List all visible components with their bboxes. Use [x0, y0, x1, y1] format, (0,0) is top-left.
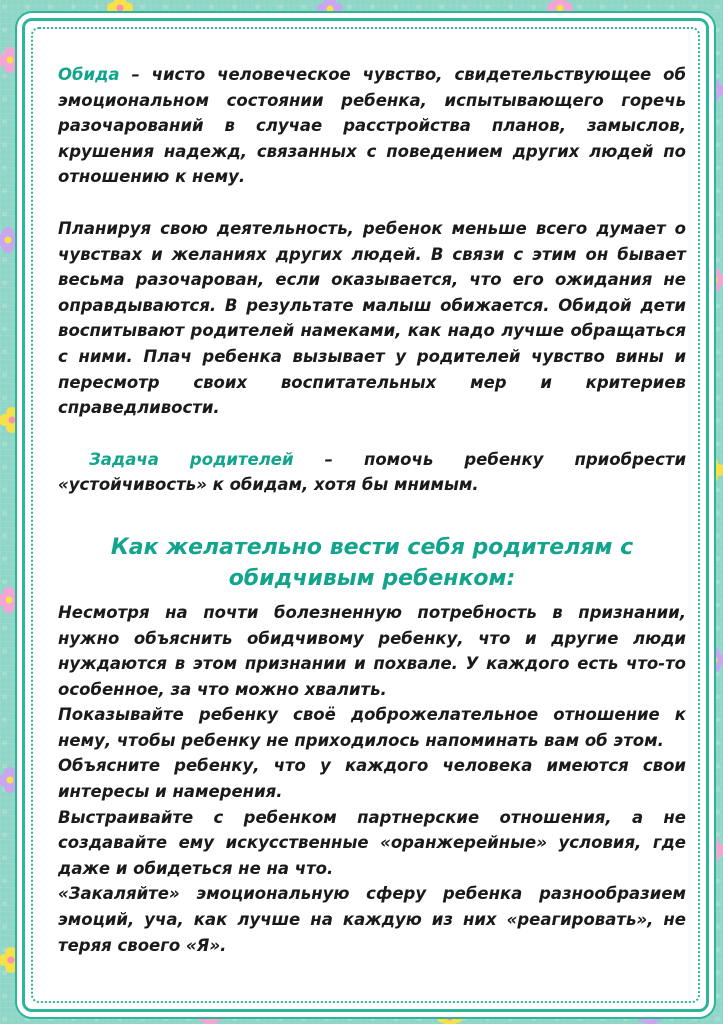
term-offense: Обида	[58, 65, 120, 84]
tip-item: Объясните ребенку, что у каждого человека имеются свои интересы и намерения.	[58, 756, 686, 802]
tip-item: «Закаляйте» эмоциональную сферу ребенка разнообразием эмоций, уча, как лучше на каждую из них «реагировать», не теряя своего «Я».	[58, 884, 686, 955]
tip-item: Выстраивайте с ребенком партнерские отношения, а не создавайте ему искусственные «оранжерейные» условия, где даже и обидеться не на что.	[58, 807, 686, 878]
tip-item: Несмотря на почти болезненную потребность в признании, нужно объяснить обидчивому ребенку, что и другие люди нуждаются в этом признании и похвале. У каждого есть что-то особенное, за что можно хвалить.	[58, 602, 686, 699]
explanation-paragraph: Планируя свою деятельность, ребенок меньше всего думает о чувствах и желаниях других людей. В связи с этим он бывает весьма разочарован, если оказывается, что его ожидания не оправдываются. В результате малыш обижается. Обидой дети воспитывают родителей намеками, как надо лучше обращаться с ними. Плач ребенка вызывает у родителей чувство вины и пересмотр своих воспитательных мер и критериев справедливости.	[58, 218, 686, 418]
spacer	[58, 498, 686, 524]
task-paragraph	[58, 447, 686, 498]
spacer	[58, 190, 686, 216]
definition-text: – чисто человеческое чувство, свидетельствующее об эмоциональном состоянии ребенка, испытывающего горечь разочарований в случае расстройства планов, замыслов, крушения надежд, связанных с поведением других людей по отношению к нему.	[58, 65, 686, 187]
definition-paragraph	[58, 62, 686, 190]
term-parents-task: Задача родителей	[89, 449, 294, 469]
section-heading: Как желательно вести себя родителям с обидчивым ребенком:	[110, 534, 634, 591]
tip-item: Показывайте ребенку своё доброжелательное отношение к нему, чтобы ребенку не приходилось напоминать вам об этом.	[58, 705, 686, 750]
task-text: – помочь ребенку приобрести «устойчивость» к обидам, хотя бы мнимым.	[58, 449, 687, 495]
article-text	[58, 62, 686, 958]
spacer	[58, 421, 686, 447]
